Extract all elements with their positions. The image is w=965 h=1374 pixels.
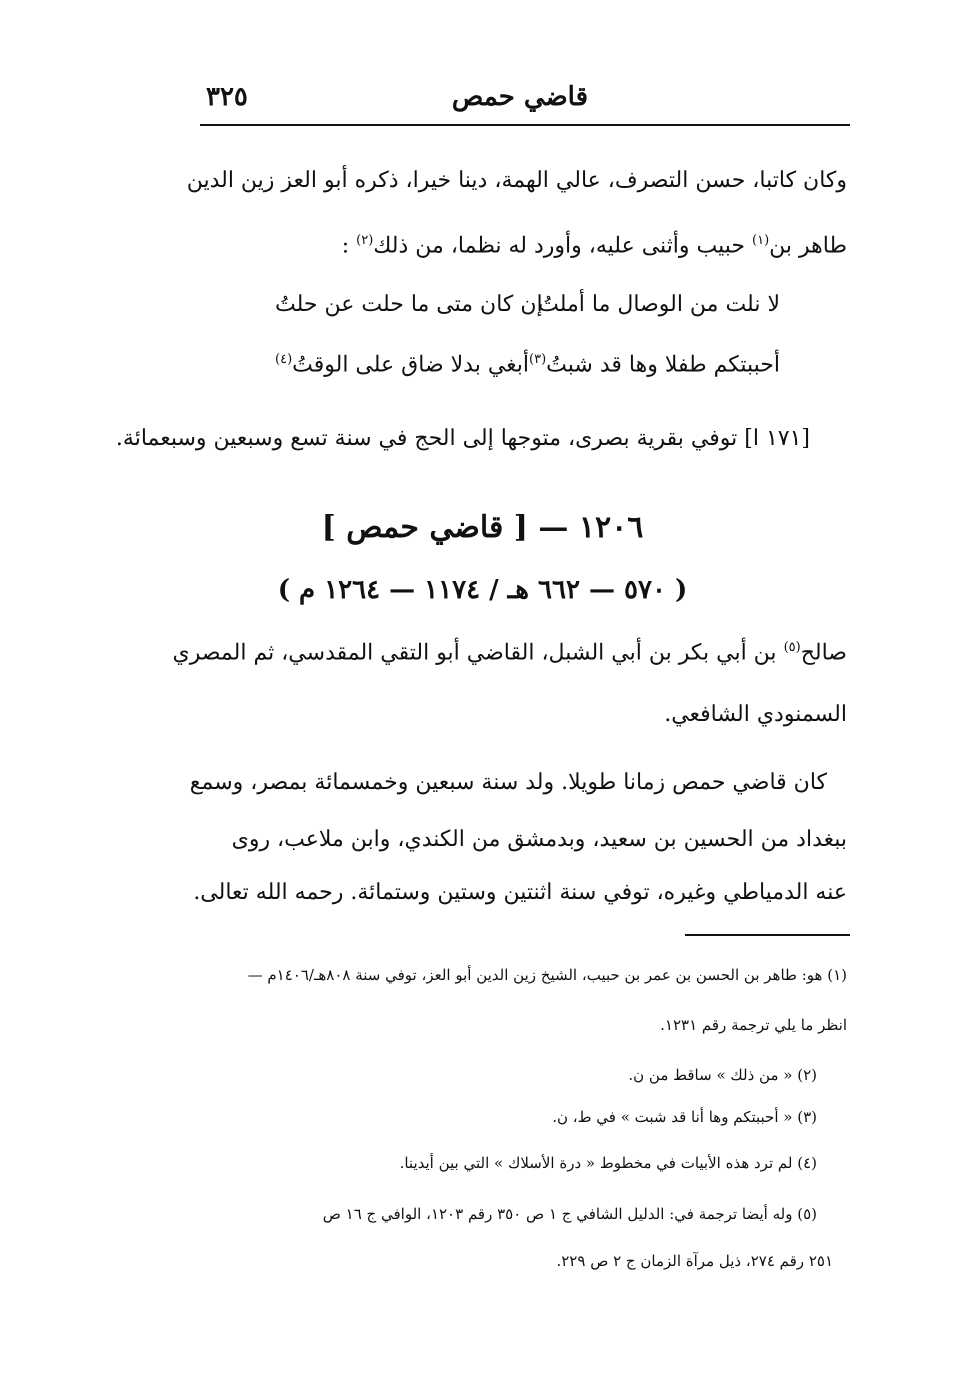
verse-text: أحببتكم طفلا وها قد شبتُ xyxy=(546,352,780,378)
verse-hemistich xyxy=(275,352,529,377)
body-line xyxy=(172,640,847,665)
footnote-ref: (٤) xyxy=(275,352,293,367)
footnote-ref: (١) xyxy=(752,233,770,248)
body-text: حبيب وأثنى عليه، وأورد له نظما، من ذلك xyxy=(373,233,746,259)
body-text: : xyxy=(341,233,350,259)
footnote-rule xyxy=(685,934,850,936)
footnote: (٥) وله أيضا ترجمة في: الدليل الشافي ج ١ ص ٣٥٠ رقم ١٢٠٣، الوافي ج ١٦ ص xyxy=(322,1205,817,1223)
footnote-ref: (٥) xyxy=(783,640,801,655)
body-line: عنه الدمياطي وغيره، توفي سنة اثنتين وستين وستمائة. رحمه الله تعالى. xyxy=(193,880,847,905)
footnote: (١) هو: طاهر بن الحسن بن عمر بن حبيب، الشيخ زين الدين أبو العز، توفي سنة ٨٠٨هـ/١٤٠٦م — xyxy=(247,966,847,984)
body-line: السمنودي الشافعي. xyxy=(664,702,847,727)
body-line: ببغداد من الحسين بن سعيد، وبدمشق من الكندي، وابن ملاعب، روى xyxy=(231,827,847,852)
verse-text: أبغي بدلا ضاق على الوقتُ xyxy=(292,352,530,378)
verse-hemistich xyxy=(529,352,780,377)
entry-title: ١٢٠٦ — [ قاضي حمص ] xyxy=(321,510,644,545)
body-text: طاهر بن xyxy=(769,233,847,259)
verse-hemistich: إن كان متى ما حلت عن حلتُ xyxy=(275,292,543,317)
body-text: بن أبي بكر بن أبي الشبل، القاضي أبو التقي المقدسي، ثم المصري xyxy=(172,640,777,666)
header-rule xyxy=(200,124,850,126)
body-line: [١٧١ ا] توفي بقرية بصرى، متوجها إلى الحج في سنة تسع وسبعين وسبعمائة. xyxy=(115,426,810,451)
footnote: ٢٥١ رقم ٢٧٤، ذيل مرآة الزمان ج ٢ ص ٢٢٩. xyxy=(556,1252,833,1270)
footnote-ref: (٣) xyxy=(529,352,547,367)
footnote-ref: (٢) xyxy=(356,233,374,248)
body-line xyxy=(342,233,847,258)
footnote: (٣) « أحببتكم وها أنا قد شبت » في ط، ن. xyxy=(552,1108,817,1126)
running-head: قاضي حمص xyxy=(451,82,588,112)
page-number: ٣٢٥ xyxy=(206,82,248,112)
footnote: (٢) « من ذلك » ساقط من ن. xyxy=(628,1066,817,1084)
verse-hemistich: لا نلت من الوصال ما أملتُ xyxy=(538,292,780,317)
body-line: وكان كاتبا، حسن التصرف، عالي الهمة، دينا خيرا، ذكره أبو العز زين الدين xyxy=(186,168,847,193)
entry-dates: ( ٥٧٠ — ٦٦٢ هـ / ١١٧٤ — ١٢٦٤ م ) xyxy=(277,575,688,605)
body-line: كان قاضي حمص زمانا طويلا. ولد سنة سبعين وخمسمائة بمصر، وسمع xyxy=(189,770,827,795)
footnote: (٤) لم ترد هذه الأبيات في مخطوط « درة الأسلاك » التي بين أيدينا. xyxy=(399,1154,817,1172)
footnote: انظر ما يلي ترجمة رقم ١٢٣١. xyxy=(660,1016,847,1034)
body-text: صالح xyxy=(800,640,847,666)
page-header xyxy=(200,72,850,122)
